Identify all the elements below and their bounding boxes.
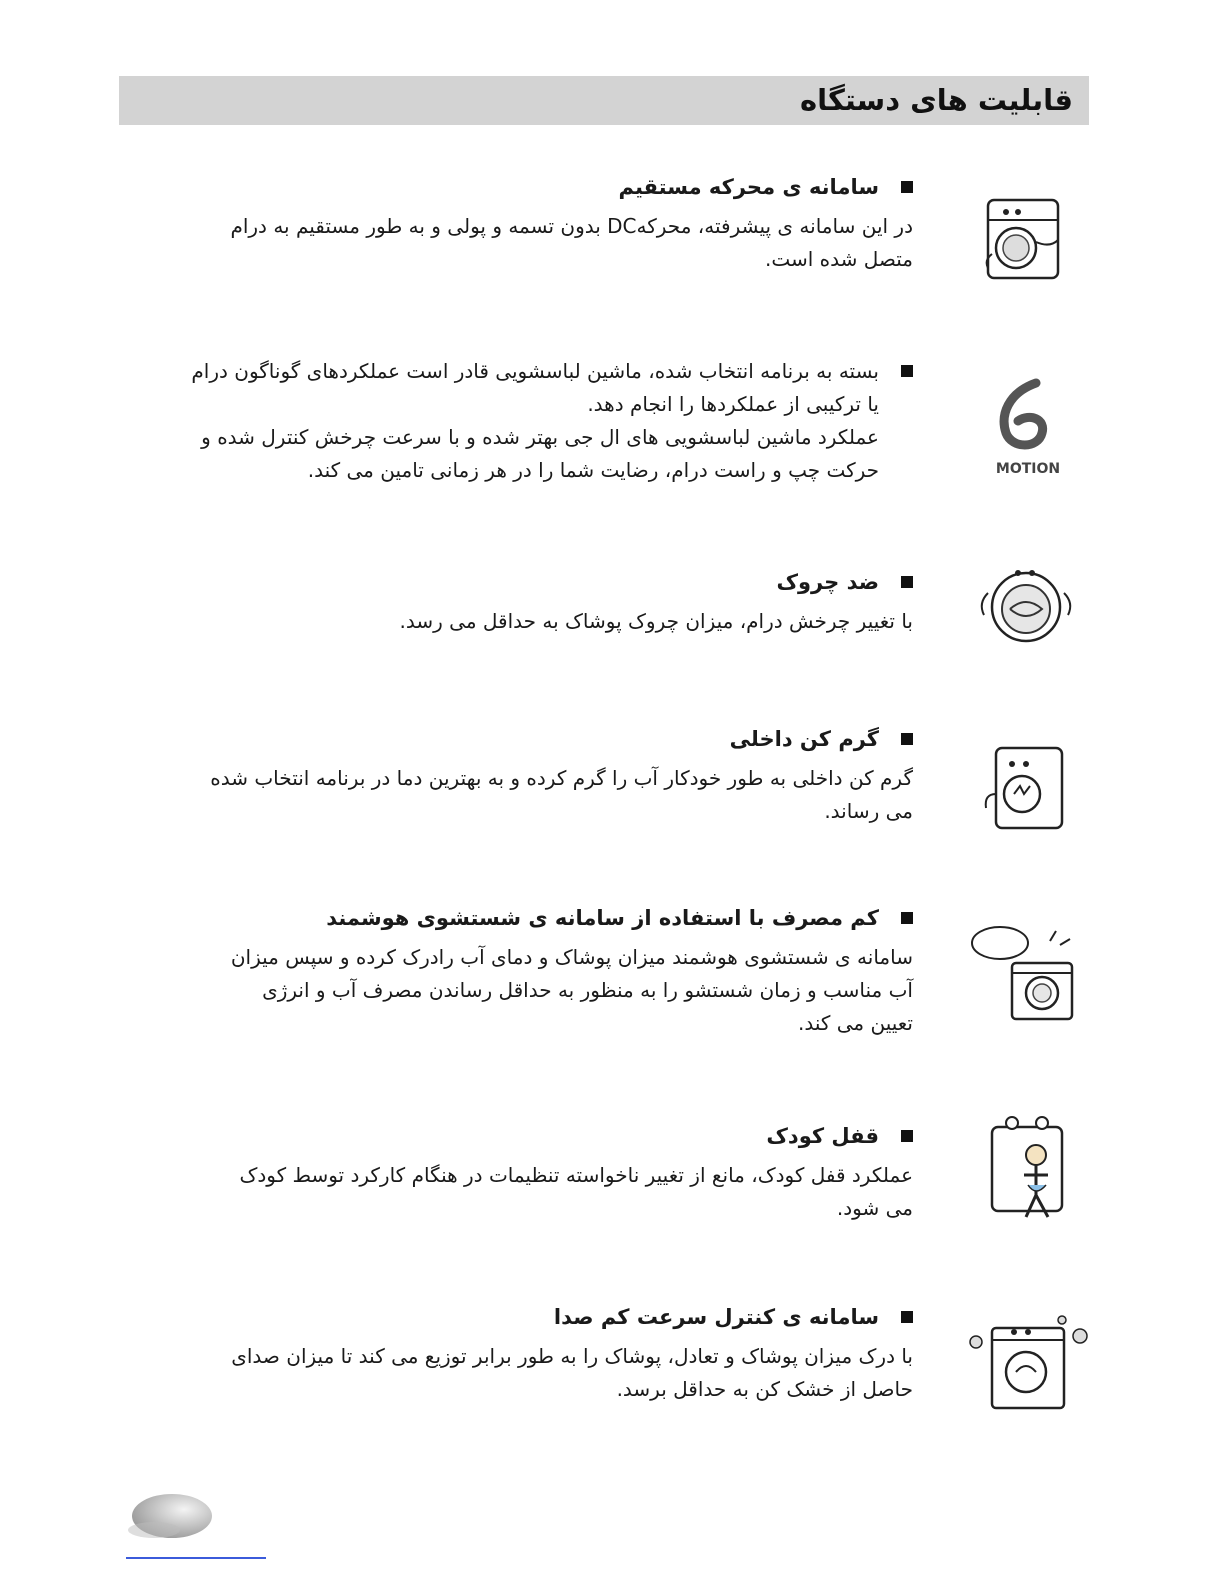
feature-title <box>113 1302 913 1332</box>
inner-heater-washer-icon <box>966 738 1090 848</box>
feature-title-text: سامانه ی کنترل سرعت کم صدا <box>553 1305 879 1329</box>
smart-wash-washer-icon <box>966 921 1090 1031</box>
feature-body-line: حاصل از خشک کن به حداقل برسد. <box>616 1377 913 1401</box>
feature-text <box>113 567 913 638</box>
feature-title-text: کم مصرف با استفاده از سامانه ی شستشوی هوشمند <box>326 906 879 930</box>
feature-body-line: گرم کن داخلی به طور خودکار آب را گرم کرده و به بهترین دما در برنامه انتخاب شده <box>210 766 913 790</box>
direct-drive-washer-icon <box>966 182 1090 292</box>
bullet-icon <box>901 1130 913 1142</box>
feature-title <box>113 1121 913 1151</box>
feature-body <box>113 762 913 828</box>
feature-title-text: سامانه ی محرکه مستقیم <box>618 175 879 199</box>
feature-body-line: می شود. <box>836 1196 913 1220</box>
anti-wrinkle-drum-icon <box>966 563 1090 673</box>
feature-body-line: با درک میزان پوشاک و تعادل، پوشاک را به طور برابر توزیع می کند تا میزان صدای <box>231 1344 913 1368</box>
feature-title-text: ضد چروک <box>776 570 879 594</box>
feature-body-line: می رساند. <box>824 799 913 823</box>
bullet-icon <box>901 365 913 377</box>
feature-body-line: عملکرد ماشین لباسشویی های ال جی بهتر شده و با سرعت چرخش کنترل شده و <box>201 425 879 449</box>
child-lock-icon <box>966 1115 1090 1239</box>
feature-body-line: بسته به برنامه انتخاب شده، ماشین لباسشویی قادر است عملکردهای گوناگون درام <box>191 359 879 383</box>
feature-body <box>113 355 913 487</box>
bullet-icon <box>901 733 913 745</box>
feature-text <box>113 355 913 487</box>
feature-text <box>113 1121 913 1225</box>
motion-label: MOTION <box>995 461 1061 477</box>
feature-body-line: آب مناسب و زمان شستشو را به منظور به حداقل رساندن مصرف آب و انرژی <box>262 978 913 1002</box>
feature-body-line: حرکت چپ و راست درام، رضایت شما را در هر زمانی تامین می کند. <box>307 458 879 482</box>
feature-body-line: تعیین می کند. <box>797 1011 913 1035</box>
feature-body-line: عملکرد قفل کودک، مانع از تغییر ناخواسته تنظیمات در هنگام کارکرد توسط کودک <box>239 1163 913 1187</box>
feature-text <box>113 724 913 828</box>
bullet-icon <box>901 1311 913 1323</box>
6-motion-logo-icon <box>966 375 1090 485</box>
feature-body-line: متصل شده است. <box>765 247 913 271</box>
feature-text <box>113 1302 913 1406</box>
feature-title-text: گرم کن داخلی <box>729 727 879 751</box>
feature-title <box>113 172 913 202</box>
feature-title <box>113 724 913 754</box>
feature-title-text: قفل کودک <box>766 1124 879 1148</box>
feature-text <box>113 903 913 1040</box>
feature-body <box>113 941 913 1040</box>
feature-body-line: یا ترکیبی از عملکردها را انجام دهد. <box>587 392 879 416</box>
feature-title <box>113 903 913 933</box>
footer-link-underline <box>126 1557 266 1559</box>
quiet-speed-control-icon <box>966 1310 1090 1420</box>
feature-body-line: در این سامانه ی پیشرفته، محرکهDC بدون تسمه و پولی و به طور مستقیم به درام <box>230 214 913 238</box>
section-header <box>119 76 1089 125</box>
feature-body <box>113 605 913 638</box>
page-number-oval <box>124 1490 214 1542</box>
feature-body <box>113 1340 913 1406</box>
bullet-icon <box>901 576 913 588</box>
feature-body <box>113 210 913 276</box>
bullet-icon <box>901 912 913 924</box>
feature-body-line: سامانه ی شستشوی هوشمند میزان پوشاک و دمای آب رادرک کرده و سپس میزان <box>230 945 913 969</box>
feature-body <box>113 1159 913 1225</box>
feature-text <box>113 172 913 276</box>
page-title: قابلیت های دستگاه <box>799 83 1073 117</box>
feature-title <box>113 567 913 597</box>
feature-body-line: با تغییر چرخش درام، میزان چروک پوشاک به حداقل می رسد. <box>399 609 913 633</box>
bullet-icon <box>901 181 913 193</box>
